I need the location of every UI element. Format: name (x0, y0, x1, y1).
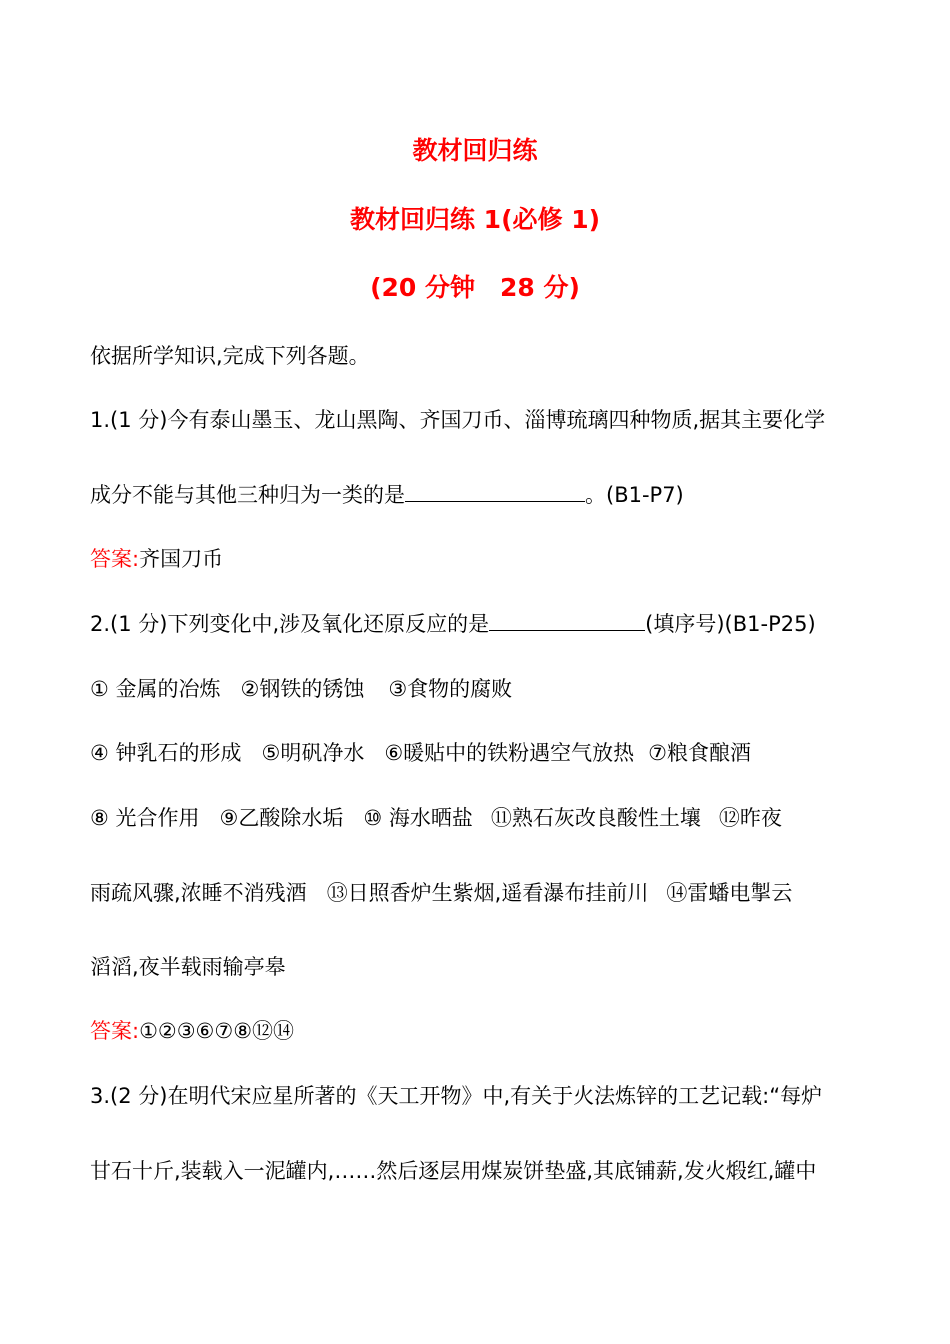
main-title: 教材回归练 (412, 136, 538, 165)
q2-answer (90, 1017, 294, 1045)
q2-option: 雨疏风骤,浓睡不消残酒 (90, 881, 307, 905)
q2-line-1-after: (填序号)(B1-P25) (645, 612, 816, 636)
q2-options-row-1 (90, 675, 512, 703)
q2-option: ④ 钟乳石的形成 (90, 741, 242, 765)
q2-option: ⑪熟石灰改良酸性土壤 (490, 806, 701, 830)
q1-line-1: 1.(1 分)今有泰山墨玉、龙山黑陶、齐国刀币、淄博琉璃四种物质,据其主要化学 (90, 408, 826, 432)
q2-answer-blank (489, 610, 645, 631)
q2-line-1-before: 2.(1 分)下列变化中,涉及氧化还原反应的是 (90, 612, 490, 636)
q2-option: ③食物的腐败 (388, 677, 513, 701)
q2-answer-text: ①②③⑥⑦⑧⑫⑭ (139, 1019, 295, 1043)
q2-option: ⑧ 光合作用 (90, 806, 200, 830)
q2-option: ⑬日照香炉生紫烟,遥看瀑布挂前川 (326, 881, 649, 905)
q1-answer-blank (405, 481, 585, 502)
q2-option: ②钢铁的锈蚀 (240, 677, 365, 701)
q2-options-row-4 (90, 879, 792, 907)
q2-option: ⑩ 海水晒盐 (363, 806, 473, 830)
q1-answer-label: 答案: (90, 547, 140, 571)
q2-option: ⑥暖贴中的铁粉遇空气放热 (384, 741, 635, 765)
q2-option: ⑨乙酸除水垢 (219, 806, 344, 830)
q2-option: ① 金属的冶炼 (90, 677, 221, 701)
q1-answer-text: 齐国刀币 (139, 547, 224, 571)
time-score-title: (20 分钟 28 分) (370, 273, 580, 302)
q2-option: ⑭雷蟠电掣云 (666, 881, 793, 905)
sub-title: 教材回归练 1(必修 1) (349, 205, 601, 234)
q2-answer-label: 答案: (90, 1019, 140, 1043)
q2-options-row-5: 滔滔,夜半载雨输亭皋 (90, 955, 286, 979)
q1-answer (90, 545, 223, 573)
q2-options-row-3 (90, 804, 782, 832)
q3-line-2: 甘石十斤,装载入一泥罐内,……然后逐层用煤炭饼垫盛,其底铺薪,发火煅红,罐中 (90, 1159, 817, 1183)
q2-options-row-2 (90, 739, 751, 767)
q3-line-1: 3.(2 分)在明代宋应星所著的《天工开物》中,有关于火法炼锌的工艺记载:“每炉 (90, 1084, 823, 1108)
q2-line-1 (90, 610, 816, 638)
q1-line-2-after: 。(B1-P7) (585, 483, 684, 507)
q2-option: ⑫昨夜 (718, 806, 782, 830)
q2-option: ⑦粮食酿酒 (648, 741, 751, 765)
q2-option: ⑤明矾净水 (261, 741, 365, 765)
intro-text: 依据所学知识,完成下列各题。 (90, 344, 370, 368)
q1-line-2-before: 成分不能与其他三种归为一类的是 (90, 483, 405, 507)
q1-line-2 (90, 481, 684, 509)
